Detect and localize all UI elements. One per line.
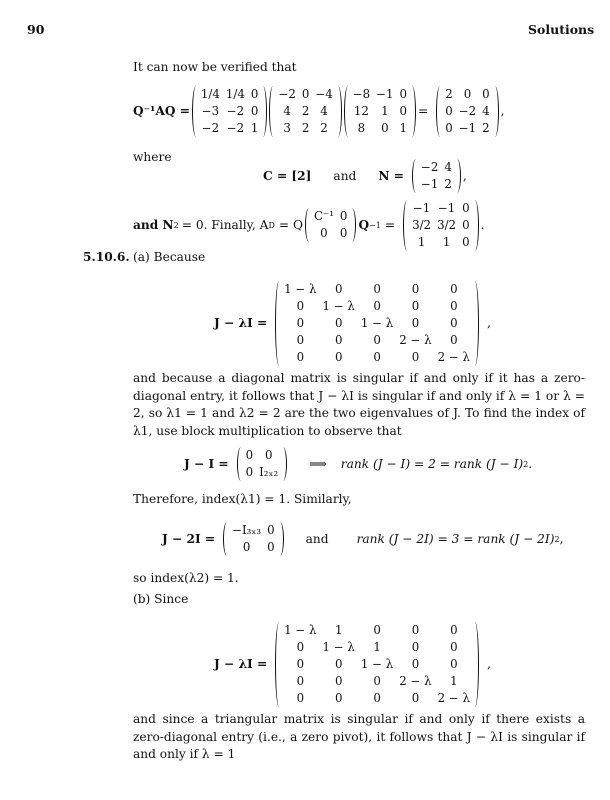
matrix-cell: 0 bbox=[445, 120, 453, 135]
matrix-cell: 0 bbox=[264, 448, 273, 462]
matrix-cell: 0 bbox=[245, 465, 254, 479]
matrix-cell: 0 bbox=[373, 281, 381, 296]
matrix-row bbox=[281, 349, 473, 366]
matrix-cell: 0 bbox=[250, 86, 259, 101]
matrix-cell: I₂ₓ₂ bbox=[259, 465, 279, 479]
matrix-cell: 0 bbox=[267, 523, 275, 537]
matrix-j-lambda-b bbox=[281, 622, 473, 707]
matrix-row bbox=[281, 622, 473, 639]
matrix-cell: 0 bbox=[462, 217, 470, 232]
matrix-cell: −3 bbox=[201, 103, 220, 118]
matrix-row bbox=[243, 447, 282, 464]
matrix-cell: −I₃ₓ₃ bbox=[232, 523, 262, 537]
matrix-cell: 2 − λ bbox=[437, 690, 471, 705]
matrix-cell: 4 bbox=[444, 160, 452, 174]
equals-sign: = bbox=[384, 218, 396, 232]
equation-qaq bbox=[133, 84, 505, 138]
matrix-row bbox=[311, 208, 351, 225]
matrix-cell: 1 bbox=[417, 234, 426, 249]
matrix-row bbox=[409, 234, 473, 251]
matrix-j-lambda-a bbox=[281, 281, 473, 366]
matrix-row bbox=[281, 332, 473, 349]
matrix-m3 bbox=[350, 86, 410, 137]
matrix-cell: −1 bbox=[420, 177, 439, 191]
running-header: Solutions bbox=[528, 22, 595, 37]
matrix-row bbox=[281, 639, 473, 656]
matrix-cell: 0 bbox=[411, 298, 420, 313]
matrix-cell: 0 bbox=[320, 226, 328, 240]
matrix-cell: 0 bbox=[411, 690, 420, 705]
matrix-cell: −8 bbox=[352, 86, 371, 101]
matrix-cell: −1 bbox=[458, 120, 477, 135]
matrix-cell: C⁻¹ bbox=[313, 209, 334, 223]
matrix-cell: 2 − λ bbox=[399, 673, 432, 688]
matrix-cell: 4 bbox=[320, 103, 328, 118]
matrix-row bbox=[243, 464, 282, 481]
matrix-cell: −2 bbox=[278, 86, 296, 101]
matrix-cinv-block bbox=[311, 208, 351, 242]
matrix-row bbox=[350, 103, 410, 120]
comma: , bbox=[487, 316, 491, 330]
matrix-cell: 0 bbox=[296, 639, 305, 654]
matrix-m2 bbox=[275, 86, 335, 137]
matrix-cell: 0 bbox=[450, 622, 458, 637]
matrix-cell: 0 bbox=[462, 200, 470, 215]
matrix-cell: 0 bbox=[339, 226, 348, 240]
comma: , bbox=[500, 104, 505, 118]
matrix-row bbox=[281, 281, 473, 298]
matrix-cell: 0 bbox=[334, 315, 343, 330]
matrix-m4 bbox=[442, 86, 492, 137]
matrix-cell: 0 bbox=[296, 298, 305, 313]
matrix-j-minus-2i bbox=[229, 522, 278, 556]
matrix-row bbox=[275, 120, 335, 137]
matrix-cell: −4 bbox=[315, 86, 333, 101]
matrix-cell: 0 bbox=[373, 673, 381, 688]
matrix-cell: 3/2 bbox=[412, 217, 432, 232]
equals-sign: = bbox=[418, 104, 429, 118]
and-connector: and bbox=[305, 532, 329, 546]
matrix-row bbox=[198, 120, 262, 137]
matrix-cell: 0 bbox=[339, 209, 348, 223]
matrix-cell: 0 bbox=[296, 673, 305, 688]
matrix-cell: 0 bbox=[450, 639, 458, 654]
ad-mid: = Q bbox=[278, 218, 303, 232]
paragraph-eigenvalues: and because a diagonal matrix is singular if and only if it has a zero-diagonal entry, it follows that J − λI is singular if and only if λ = 1 or λ = 2, so λ1 = 1 and λ2 = 2 are the two eigenvalues of J. To find the index of λ1, use block multiplication to observe that bbox=[133, 371, 585, 438]
matrix-cell: 0 bbox=[296, 690, 305, 705]
matrix-cell: 0 bbox=[334, 656, 343, 671]
problem-label: 5.10.6. bbox=[83, 250, 130, 264]
paragraph-triangular: and since a triangular matrix is singular if and only if there exists a zero-diagonal entry (i.e., a zero pivot), it follows that J − λI is singular if and only if λ = 1 bbox=[133, 712, 585, 761]
matrix-cell: 0 bbox=[334, 281, 343, 296]
matrix-row bbox=[281, 656, 473, 673]
matrix-row bbox=[409, 217, 473, 234]
matrix-cell: 0 bbox=[381, 120, 389, 135]
matrix-cell: 0 bbox=[334, 332, 343, 347]
matrix-cell: 0 bbox=[450, 656, 458, 671]
matrix-row bbox=[311, 225, 351, 242]
matrix-cell: −2 bbox=[201, 120, 220, 135]
matrix-cell: 0 bbox=[482, 86, 490, 101]
equation-ad: and N 2 = 0. Finally, A D = Q C⁻¹ 0 0 0 Q −1 = −1 −1 0 3/2 3/2 0 1 1 0 . bbox=[133, 200, 485, 249]
j-lambda-label: J − λI = bbox=[214, 657, 268, 671]
matrix-row bbox=[442, 120, 492, 137]
matrix-cell: 0 bbox=[450, 332, 458, 347]
matrix-cell: 1 − λ bbox=[360, 656, 394, 671]
matrix-cell: 0 bbox=[399, 103, 408, 118]
matrix-cell: 4 bbox=[283, 103, 291, 118]
matrix-cell: 0 bbox=[373, 298, 381, 313]
where-text: where bbox=[133, 150, 172, 164]
matrix-cell: 0 bbox=[450, 315, 458, 330]
equation-j-minus-i: J − I = 0 0 0 I₂ₓ₂ ⟹ rank (J − I) = 2 = rank (J − I) 2 . bbox=[184, 448, 533, 479]
matrix-cell: −1 bbox=[376, 86, 394, 101]
matrix-cell: 1 bbox=[381, 103, 389, 118]
matrix-cell: 0 bbox=[296, 656, 305, 671]
page-number: 90 bbox=[27, 22, 45, 37]
matrix-row bbox=[442, 103, 492, 120]
equation-j-lambda-b bbox=[214, 619, 491, 709]
matrix-cell: 0 bbox=[411, 656, 420, 671]
c-definition: C = [2] bbox=[263, 169, 312, 183]
matrix-cell: 0 bbox=[463, 86, 472, 101]
matrix-cell: 0 bbox=[334, 349, 343, 364]
implies-arrow: ⟹ bbox=[309, 457, 327, 471]
matrix-row bbox=[409, 200, 473, 217]
matrix-cell: 3/2 bbox=[437, 217, 457, 232]
matrix-cell: 0 bbox=[373, 349, 381, 364]
n2-rest: = 0. Finally, A bbox=[181, 218, 269, 232]
matrix-cell: 0 bbox=[450, 298, 458, 313]
matrix-cell: 1 bbox=[334, 622, 343, 637]
matrix-ad bbox=[409, 200, 473, 251]
matrix-cell: 2 − λ bbox=[399, 332, 432, 347]
matrix-row bbox=[442, 86, 492, 103]
matrix-row bbox=[281, 315, 473, 332]
matrix-cell: 0 bbox=[373, 690, 381, 705]
matrix-cell: 0 bbox=[411, 281, 420, 296]
matrix-cell: 2 bbox=[445, 86, 453, 101]
matrix-cell: 1 − λ bbox=[360, 315, 394, 330]
matrix-j-minus-i bbox=[243, 447, 282, 481]
n-label: N = bbox=[378, 169, 404, 183]
matrix-row bbox=[275, 86, 335, 103]
matrix-cell: 1 bbox=[450, 673, 458, 688]
rank-statement-1: rank (J − I) = 2 = rank (J − I) bbox=[340, 457, 524, 471]
matrix-row bbox=[350, 86, 410, 103]
comma: , bbox=[487, 657, 491, 671]
matrix-cell: 0 bbox=[245, 448, 254, 462]
ad-q: Q bbox=[358, 218, 370, 232]
matrix-cell: 2 bbox=[301, 120, 310, 135]
comma: , bbox=[559, 532, 564, 546]
matrix-cell: 0 bbox=[250, 103, 259, 118]
matrix-cell: 0 bbox=[334, 673, 343, 688]
matrix-cell: 1 − λ bbox=[322, 298, 355, 313]
matrix-cell: 0 bbox=[334, 690, 343, 705]
matrix-cell: 0 bbox=[411, 349, 420, 364]
matrix-cell: 1 bbox=[250, 120, 259, 135]
matrix-cell: 0 bbox=[242, 540, 251, 554]
matrix-cell: 0 bbox=[267, 540, 275, 554]
matrix-row bbox=[281, 298, 473, 315]
j-lambda-label: J − λI = bbox=[214, 316, 268, 330]
rank-statement-2: rank (J − 2I) = 3 = rank (J − 2I) bbox=[356, 532, 555, 546]
so-index-text: so index(λ2) = 1. bbox=[133, 571, 239, 585]
matrix-cell: −2 bbox=[458, 103, 477, 118]
matrix-cell: −1 bbox=[437, 200, 456, 215]
matrix-row bbox=[198, 86, 262, 103]
matrix-row bbox=[281, 673, 473, 690]
matrix-cell: 1 − λ bbox=[322, 639, 355, 654]
matrix-row bbox=[418, 176, 455, 193]
matrix-cell: 2 − λ bbox=[437, 349, 471, 364]
therefore-text: Therefore, index(λ1) = 1. Similarly, bbox=[133, 492, 352, 506]
matrix-cell: 12 bbox=[353, 103, 369, 118]
matrix-cell: 2 bbox=[320, 120, 328, 135]
matrix-cell: 1 bbox=[442, 234, 451, 249]
matrix-cell: 0 bbox=[411, 639, 420, 654]
matrix-n bbox=[418, 159, 455, 193]
matrix-cell: 1 − λ bbox=[284, 622, 317, 637]
matrix-cell: 0 bbox=[450, 281, 458, 296]
matrix-row bbox=[281, 690, 473, 707]
matrix-cell: −2 bbox=[226, 103, 245, 118]
matrix-cell: 1/4 bbox=[200, 86, 220, 101]
matrix-row bbox=[198, 103, 262, 120]
equation-j-lambda-a bbox=[214, 278, 491, 368]
matrix-cell: 2 bbox=[444, 177, 452, 191]
matrix-row bbox=[350, 120, 410, 137]
matrix-cell: 0 bbox=[373, 622, 381, 637]
j-minus-i-label: J − I = bbox=[184, 457, 229, 471]
matrix-cell: 1/4 bbox=[225, 86, 245, 101]
matrix-cell: 2 bbox=[482, 120, 490, 135]
matrix-cell: 1 bbox=[373, 639, 381, 654]
matrix-cell: 1 − λ bbox=[284, 281, 317, 296]
matrix-cell: 3 bbox=[283, 120, 291, 135]
period: . bbox=[528, 457, 533, 471]
comma: , bbox=[462, 169, 467, 183]
matrix-cell: 0 bbox=[399, 86, 408, 101]
matrix-row bbox=[229, 522, 278, 539]
matrix-row bbox=[275, 103, 335, 120]
matrix-cell: 8 bbox=[357, 120, 366, 135]
qaq-label: Q⁻¹AQ = bbox=[133, 104, 190, 118]
matrix-m1 bbox=[198, 86, 262, 137]
matrix-cell: −2 bbox=[226, 120, 245, 135]
matrix-cell: 1 bbox=[399, 120, 408, 135]
matrix-cell: −1 bbox=[412, 200, 431, 215]
period: . bbox=[480, 218, 485, 232]
matrix-row bbox=[418, 159, 455, 176]
matrix-cell: −2 bbox=[420, 160, 439, 174]
matrix-cell: 0 bbox=[296, 315, 305, 330]
equation-c-n bbox=[263, 158, 467, 194]
matrix-cell: 0 bbox=[301, 86, 310, 101]
matrix-cell: 0 bbox=[462, 234, 470, 249]
matrix-cell: 0 bbox=[411, 622, 420, 637]
matrix-cell: 0 bbox=[296, 332, 305, 347]
matrix-row bbox=[229, 539, 278, 556]
n2-prefix: and N bbox=[133, 218, 174, 232]
and-connector: and bbox=[333, 169, 357, 183]
matrix-cell: 0 bbox=[296, 349, 305, 364]
matrix-cell: 2 bbox=[301, 103, 310, 118]
equation-j-minus-2i: J − 2I = −I₃ₓ₃ 0 0 0 and rank (J − 2I) = 3 = rank (J − 2I) 2 , bbox=[162, 523, 564, 554]
part-a-label: (a) Because bbox=[133, 250, 206, 264]
matrix-cell: 0 bbox=[373, 332, 381, 347]
intro-text: It can now be verified that bbox=[133, 60, 297, 74]
matrix-cell: 0 bbox=[445, 103, 453, 118]
matrix-cell: 0 bbox=[411, 315, 420, 330]
part-b-label: (b) Since bbox=[133, 592, 189, 606]
matrix-cell: 4 bbox=[482, 103, 490, 118]
j-minus-2i-label: J − 2I = bbox=[162, 532, 216, 546]
